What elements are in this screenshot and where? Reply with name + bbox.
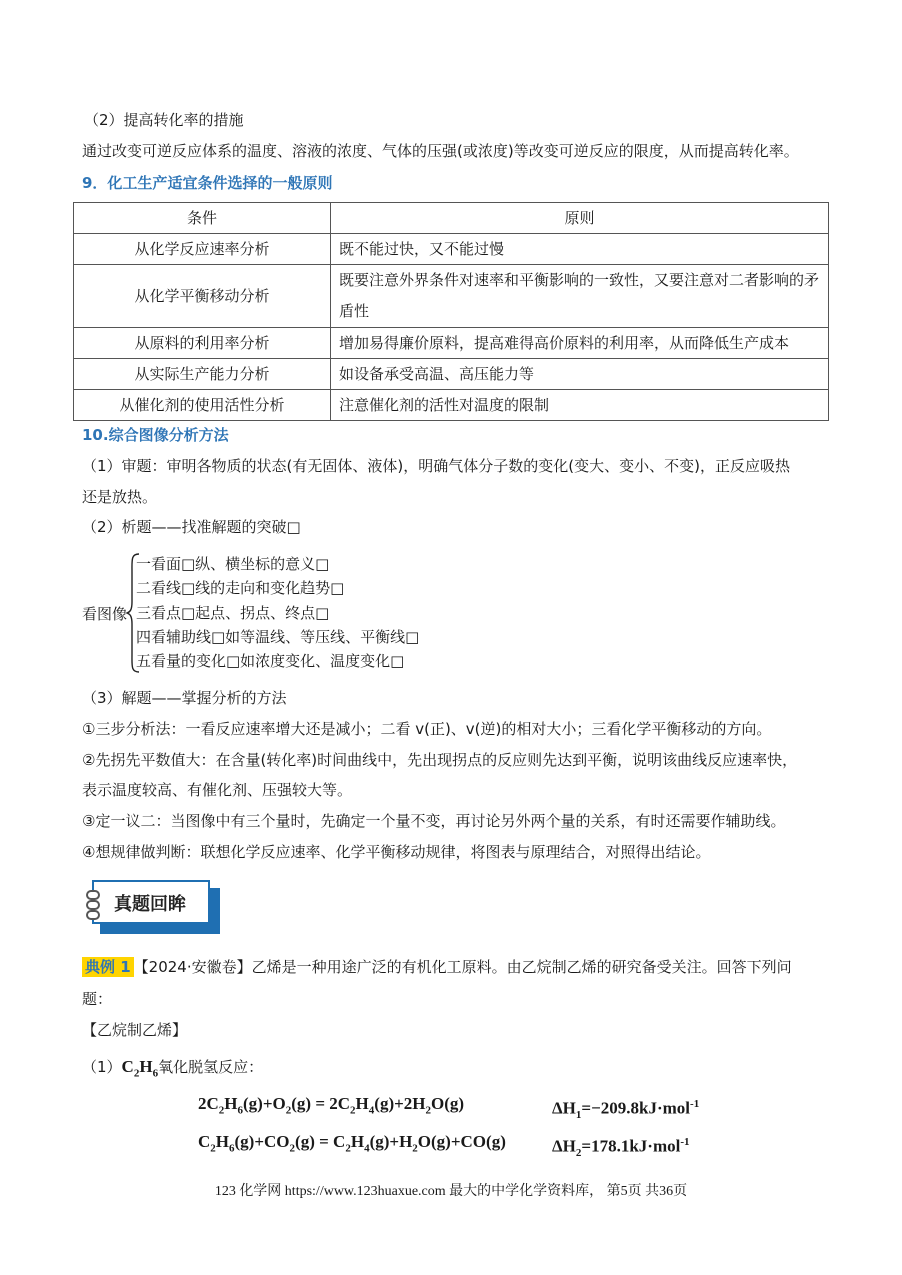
binder-ring-icon — [86, 890, 100, 900]
table-cell-principle: 注意催化剂的活性对温度的限制 — [331, 390, 829, 421]
method-2-line2: 表示温度较高、有催化剂、压强较大等。 — [82, 781, 353, 799]
question-1 — [82, 1056, 263, 1084]
table-header-row — [74, 203, 829, 234]
table-header-cell: 原则 — [331, 203, 829, 234]
table-row — [74, 265, 829, 328]
look-label: 看图像 — [82, 605, 128, 623]
equation-1: $2C_2H_6(g)+O_2(g) = 2C_2H_4(g)+2H_2O(g)$ — [198, 1094, 465, 1117]
table-row — [74, 359, 829, 390]
step3-heading: （3）解题——掌握分析的方法 — [82, 689, 287, 707]
method-3: ③定一议二：当图像中有三个量时，先确定一个量不变，再讨论另外两个量的关系，有时还需要作辅助线。 — [82, 812, 786, 830]
list-item: 二看线□线的走向和变化趋势□ — [136, 579, 345, 597]
table-cell-condition: 从化学反应速率分析 — [74, 234, 331, 265]
example-source: 【2024·安徽卷】 — [133, 958, 252, 976]
method-1: ①三步分析法：一看反应速率增大还是减小；二看 v(正)、v(逆)的相对大小；三看化学平衡移动的方向。 — [82, 720, 772, 738]
section-title-9: 9．化工生产适宜条件选择的一般原则 — [82, 174, 333, 192]
example-text: 乙烯是一种用途广泛的有机化工原料。由乙烷制乙烯的研究备受关注。回答下列问 — [251, 958, 792, 976]
question-text: 氧化脱氢反应： — [158, 1058, 264, 1076]
step2-heading: （2）析题——找准解题的突破□ — [82, 518, 301, 536]
section-body-2: 通过改变可逆反应体系的温度、溶液的浓度、气体的压强(或浓度)等改变可逆反应的限度，从而提高转化率。 — [82, 142, 799, 160]
method-2-line1: ②先拐先平数值大：在含量(转化率)时间曲线中，先出现拐点的反应则先达到平衡，说明该曲线反应速率快， — [82, 751, 798, 769]
section-title-10: 10.综合图像分析方法 — [82, 426, 229, 444]
page-footer: 123 化学网 https://www.123huaxue.com 最大的中学化学资料库， 第5页 共36页 — [214, 1184, 688, 1199]
question-number: （1） — [82, 1058, 122, 1076]
table-header-cell: 条件 — [74, 203, 331, 234]
table-row — [74, 234, 829, 265]
table-cell-principle: 如设备承受高温、高压能力等 — [331, 359, 829, 390]
example-line1 — [82, 957, 792, 977]
table-cell-condition: 从催化剂的使用活性分析 — [74, 390, 331, 421]
table-cell-condition: 从化学平衡移动分析 — [74, 265, 331, 328]
table-cell-principle: 既要注意外界条件对速率和平衡影响的一致性，又要注意对二者影响的矛盾性 — [331, 265, 829, 328]
list-item: 四看辅助线□如等温线、等压线、平衡线□ — [136, 628, 420, 646]
list-item: 五看量的变化□如浓度变化、温度变化□ — [136, 652, 405, 670]
table-cell-principle: 增加易得廉价原料，提高难得高价原料的利用率，从而降低生产成本 — [331, 328, 829, 359]
table-cell-condition: 从实际生产能力分析 — [74, 359, 331, 390]
step1-line1: （1）审题：审明各物质的状态(有无固体、液体)，明确气体分子数的变化(变大、变小、不变)，正反应吸热 — [82, 457, 790, 475]
table-row — [74, 328, 829, 359]
section-badge — [92, 880, 220, 934]
list-item: 三看点□起点、拐点、终点□ — [136, 604, 330, 622]
binder-ring-icon — [86, 910, 100, 920]
list-item: 一看面□纵、横坐标的意义□ — [136, 555, 330, 573]
section-heading-2: （2）提高转化率的措施 — [84, 111, 244, 129]
method-4: ④想规律做判断：联想化学反应速率、化学平衡移动规律，将图表与原理结合，对照得出结论。 — [82, 843, 711, 861]
example-line2: 题： — [82, 990, 113, 1008]
table-cell-principle: 既不能过快，又不能过慢 — [331, 234, 829, 265]
enthalpy-1: $\Delta H_1=-209.8kJ\cdot mol^{-1}$ — [552, 1098, 700, 1122]
example-tag: 典例 1 — [82, 957, 134, 977]
enthalpy-2: $\Delta H_2=178.1kJ\cdot mol^{-1}$ — [552, 1136, 690, 1160]
table-row — [74, 390, 829, 421]
table-cell-condition: 从原料的利用率分析 — [74, 328, 331, 359]
badge-text: 真题回眸 — [114, 894, 186, 915]
conditions-table — [73, 202, 829, 421]
step1-line2: 还是放热。 — [82, 488, 158, 506]
binder-ring-icon — [86, 900, 100, 910]
example-section: 【乙烷制乙烯】 — [82, 1021, 188, 1039]
formula-c2h6: $C_2H_6$ — [121, 1057, 159, 1080]
equation-2: $C_2H_6(g)+CO_2(g) = C_2H_4(g)+H_2O(g)+CO(g)$ — [198, 1132, 506, 1155]
